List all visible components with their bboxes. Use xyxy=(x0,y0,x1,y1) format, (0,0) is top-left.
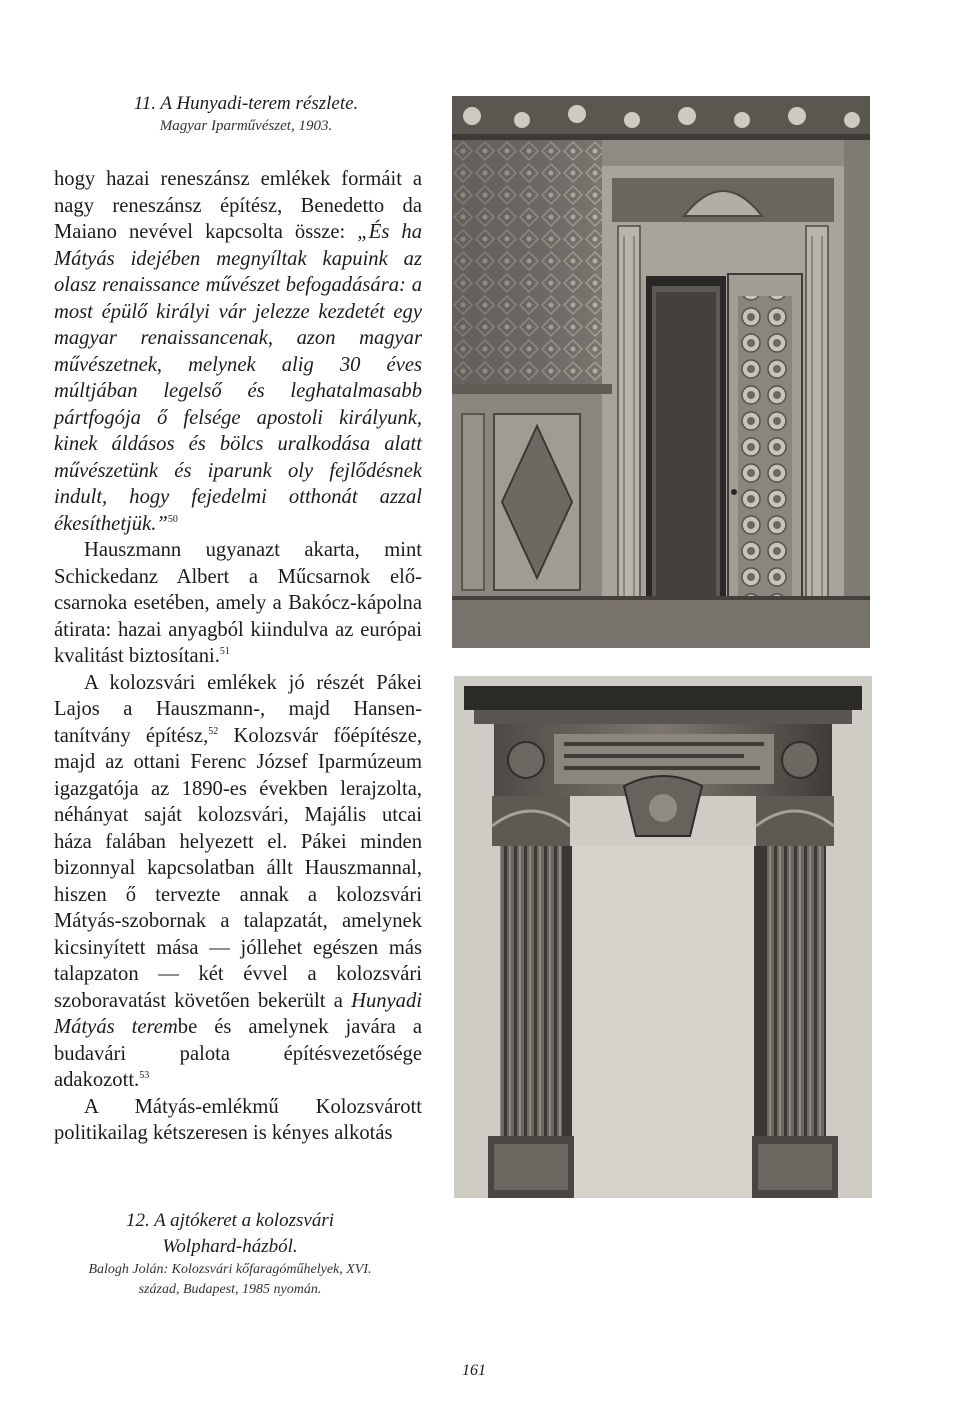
paragraph-3-italic: Hunyadi Mátyás terem xyxy=(54,989,422,1038)
figure-12-title-line1: 12. A ajtókeret a kolozsvári xyxy=(125,1210,335,1231)
footnote-ref-53: 53 xyxy=(139,1070,150,1081)
paragraph-1-intro: hogy hazai reneszánsz emlékek formáit a nagy reneszánsz építész, Benedetto da Maiano nevével kapcsolta össze: xyxy=(54,168,422,243)
paragraph-3-text-b: Kolozsvár főépítésze, majd az ottani Ferenc József Iparmúzeum igazgatója az 1890-es években lerajzolta, néhányat saját kolozsvári, Majális utcai háza falában helyezett el. Pákei minden bizonnyal kapcsolatban állt Hauszmannal, hiszen ő tervezte annak a kolozsvári Mátyás-szobornak a talapzatát, amelynek kicsinyített mása — jóllehet egészen más talapzaton — két évvel a kolozsvári szoboravatást követően bekerült a xyxy=(54,724,422,1012)
paragraph-3-text-a: A kolozsvári emlékek jó részét Pákei Lajos a Hauszmann-, majd Hansen-tanítvány építész, xyxy=(54,671,422,747)
paragraph-1-quote: „És ha Mátyás idejében megnyíltak kapuink az olasz renaissance művészet befogadására: a most épülő királyi vár jelezze kezdetét egy magyar renaissancenak, azon magyar művészetnek, melynek alig 30 éves múltjában legelső és leghatalmasabb pártfogója ő felsége apostoli királyunk, kinek áldásos és bölcs uralkodása alatt művészetünk és iparunk oly fejlődésnek indult, hogy fejedelmi otthonát azzal ékesíthetjük.” xyxy=(54,221,422,535)
figure-12-title-line2: Wolphard-házból. xyxy=(162,1236,298,1257)
paragraph-2-text: Hauszmann ugyanazt akarta, mint Schickedanz Albert a Műcsarnok előcsarnoka esetében, amely a Bakócz-kápolna átirata: hazai anyagból kiindulva az európai kvalitást biztosítani. xyxy=(54,539,422,667)
paragraph-4-text: A Mátyás-emlékmű Kolozsvárott politikailag kétszeresen is kényes alkotás xyxy=(54,1095,422,1144)
paragraph-3 xyxy=(54,670,422,1094)
paragraph-2 xyxy=(54,537,422,670)
figure-11-title: 11. A Hunyadi-terem részlete. xyxy=(133,93,359,114)
footnote-ref-51: 51 xyxy=(219,646,230,657)
paragraph-1 xyxy=(54,166,422,537)
hunyadi-hall-photo xyxy=(452,96,870,648)
paragraph-4 xyxy=(54,1094,422,1147)
figure-11-caption xyxy=(96,92,396,138)
page-number: 161 xyxy=(462,1362,486,1379)
wolphard-doorframe-photo xyxy=(454,676,872,1198)
footnote-ref-50: 50 xyxy=(167,513,178,525)
hunyadi-hall-image xyxy=(452,96,870,648)
figure-12-source-line1: Balogh Jolán: Kolozsvári kőfaragóműhelyek, XVI. xyxy=(88,1262,372,1277)
footnote-ref-52: 52 xyxy=(208,725,219,737)
wolphard-doorframe-image xyxy=(454,676,872,1198)
figure-12-caption xyxy=(50,1208,410,1300)
figure-11-source: Magyar Iparművészet, 1903. xyxy=(159,118,333,134)
body-text xyxy=(54,166,422,1147)
paragraph-3-text-c: be és amelynek javára a budavári palota építésvezetősége adakozott. xyxy=(54,1016,422,1091)
figure-12-source-line2: század, Budapest, 1985 nyomán. xyxy=(138,1282,322,1297)
